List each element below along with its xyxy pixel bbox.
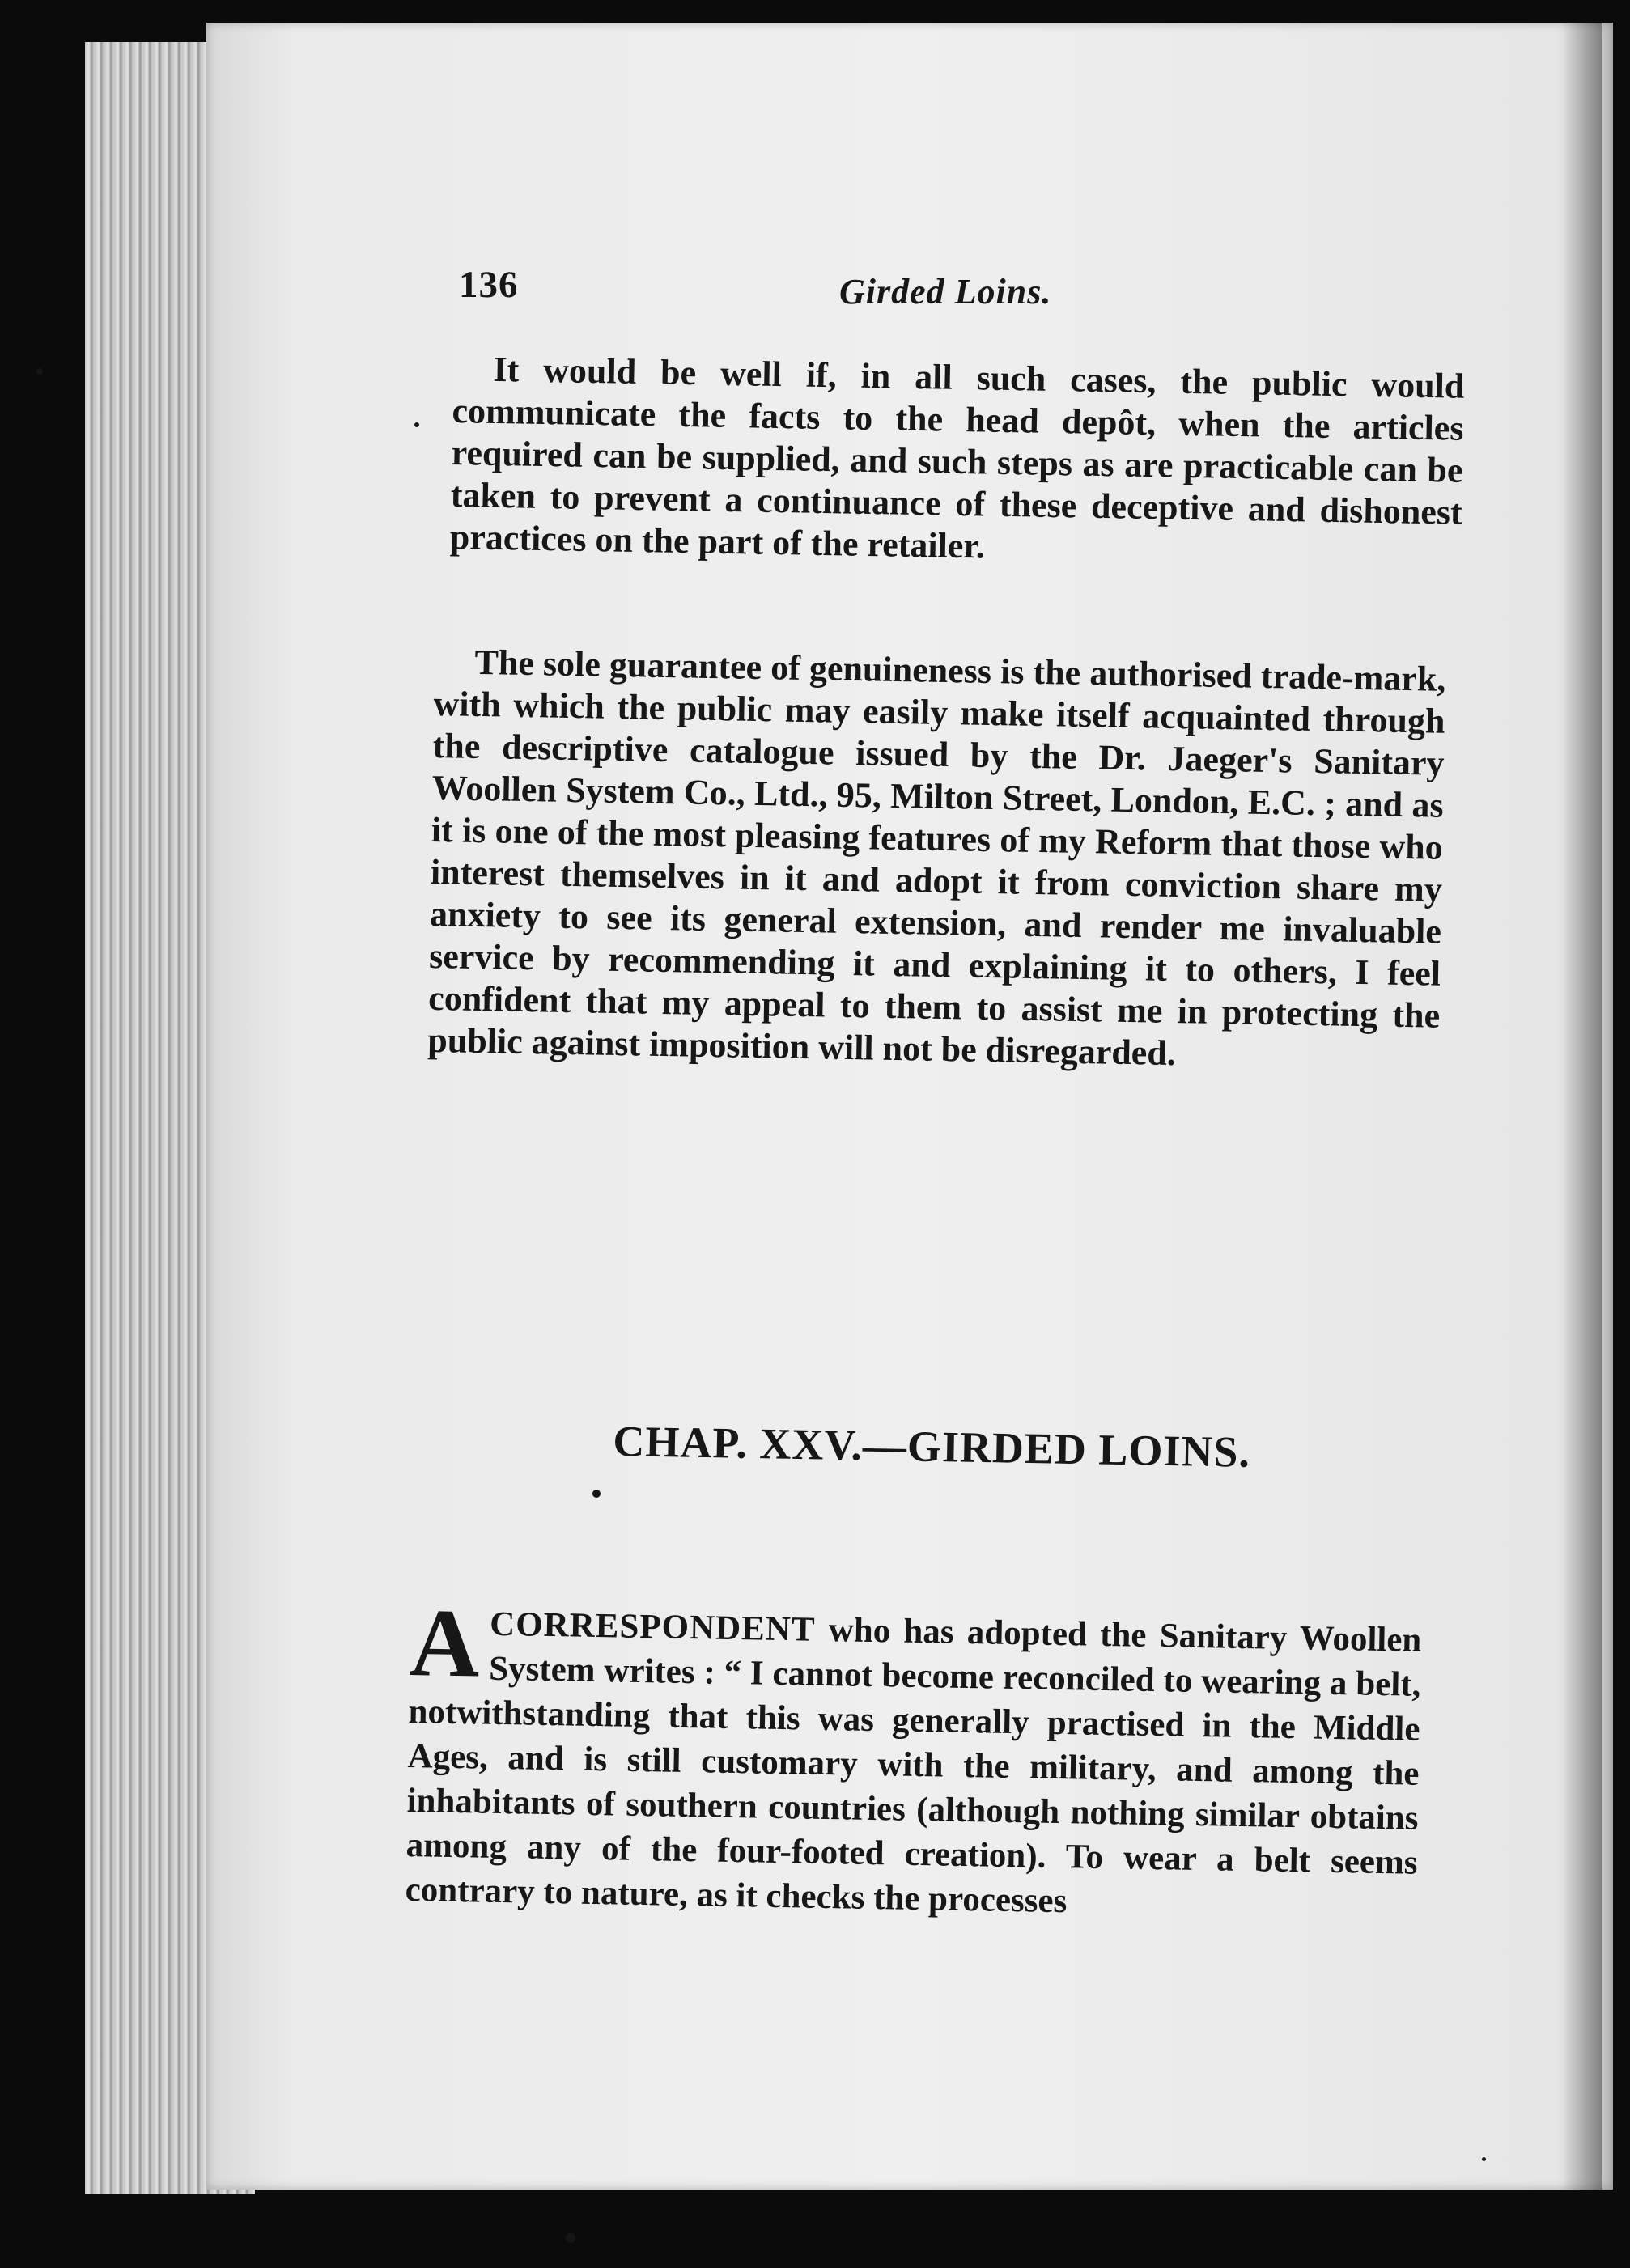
chapter-opening-text: who has adopted the Sanitary Woollen System writes : “ I cannot become reconciled to wearing a belt, notwithstanding that this was generally practised in the Middle Ages, and is still customary with the military, and among the inhabitants of southern countries (although nothing similar obtains among any of the four-footed creation). To wear a belt seems contrary to nature, as it checks the processes <box>405 1610 1422 1921</box>
body-paragraph-1: It would be well if, in all such cases, the public would communicate the facts to the head depôt, when the articles required can be supplied, and such steps as are practicable can be taken to prevent a continuance of these deceptive and dishonest practices on the part of the retailer. <box>449 349 1465 566</box>
chapter-title: CHAP. XXV.—GIRDED LOINS. <box>612 1416 1251 1477</box>
page-number: 136 <box>459 264 519 306</box>
page-header <box>459 263 1123 320</box>
running-title: Girded Loins. <box>839 272 1052 312</box>
chapter-lead-in: CORRESPONDENT <box>489 1605 816 1649</box>
body-paragraph-2: The sole guarantee of genuineness is the authorised trade-mark, with which the public may easily make itself acquainted through the descriptive catalogue issued by the Dr. Jaeger's Sanitary Woollen System Co., Ltd., 95, Milton Street, London, E.C. ; and as it is one of the most pleasing features of my Reform that those who interest themselves in it and adopt it from conviction share my anxiety to see its general extension, and render me invaluable service by recommending it and explaining it to others, I feel confident that my appeal to them to assist me in protecting the public against imposition will not be disregarded. <box>427 642 1446 1074</box>
drop-cap: A <box>408 1588 481 1698</box>
chapter-opening-paragraph <box>405 1588 1422 1930</box>
